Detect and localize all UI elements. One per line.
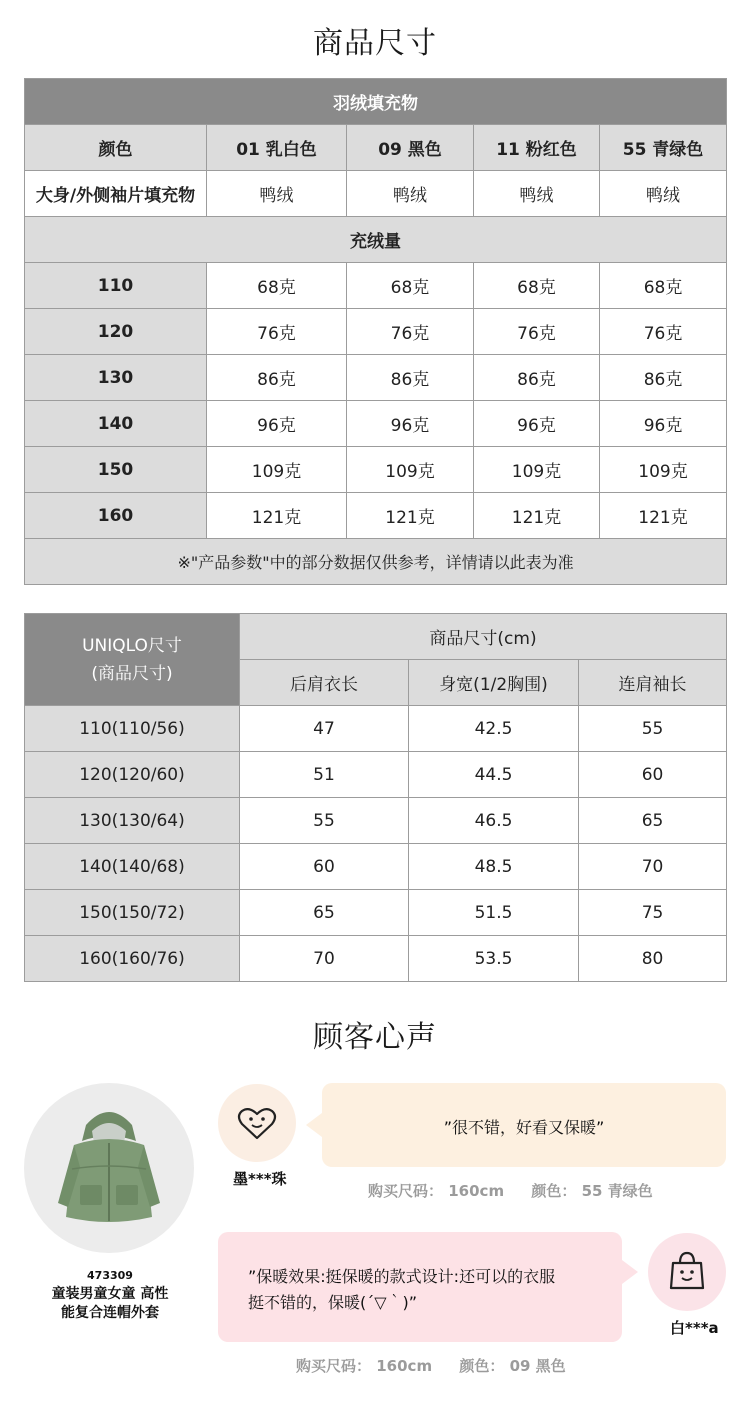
fill-label: 大身/外侧袖片填充物 (25, 171, 207, 217)
amount-cell: 109克 (600, 447, 727, 493)
purchase-color-value: 55 青绿色 (581, 1182, 653, 1200)
reviewer-avatar (218, 1084, 296, 1162)
fill-value: 鸭绒 (474, 171, 600, 217)
review-text-line2: 挺不错的，保暖(´▽｀)” (248, 1293, 418, 1312)
size-cell: 140(140/68) (25, 844, 240, 890)
amount-cell: 76克 (347, 309, 474, 355)
table-note: ※"产品参数"中的部分数据仅供参考，详情请以此表为准 (25, 539, 727, 585)
review-bubble (218, 1232, 622, 1342)
amount-cell: 86克 (347, 355, 474, 401)
purchase-size-label: 购买尺码： (296, 1357, 372, 1375)
page-title-size: 商品尺寸 (313, 26, 437, 61)
reviewer-name: 白***a (670, 1319, 719, 1337)
size-cell: 120 (25, 309, 207, 355)
measure-cell: 60 (579, 752, 727, 798)
measure-cell: 51.5 (409, 890, 579, 936)
measure-cell: 75 (579, 890, 727, 936)
column-header: 连肩袖长 (579, 660, 727, 706)
review-text: ”很不错，好看又保暖” (443, 1118, 605, 1137)
fill-value: 鸭绒 (207, 171, 347, 217)
measure-cell: 60 (240, 844, 409, 890)
down-fill-table (24, 78, 727, 585)
amount-cell: 96克 (347, 401, 474, 447)
amount-cell: 121克 (207, 493, 347, 539)
measure-cell: 70 (240, 936, 409, 982)
measure-cell: 70 (579, 844, 727, 890)
amount-cell: 109克 (347, 447, 474, 493)
product-caption (20, 1266, 200, 1323)
purchase-color-label: 颜色： (531, 1182, 577, 1200)
amount-cell: 121克 (474, 493, 600, 539)
table-row (25, 263, 727, 309)
product-sku: 473309 (87, 1269, 133, 1282)
brand-header-line1: UNIQLO尺寸 (82, 635, 182, 656)
size-cell: 160 (25, 493, 207, 539)
purchase-info (296, 1355, 566, 1376)
size-cell: 110(110/56) (25, 706, 240, 752)
size-cell: 160(160/76) (25, 936, 240, 982)
measure-cell: 42.5 (409, 706, 579, 752)
color-header: 09 黑色 (347, 125, 474, 171)
color-header: 01 乳白色 (207, 125, 347, 171)
amount-cell: 121克 (600, 493, 727, 539)
product-name-line1: 童装男童女童 高性 (51, 1286, 169, 1302)
product-image[interactable] (24, 1083, 194, 1253)
fill-value: 鸭绒 (600, 171, 727, 217)
amount-cell: 68克 (600, 263, 727, 309)
color-header: 55 青绿色 (600, 125, 727, 171)
measure-cell: 55 (240, 798, 409, 844)
measure-cell: 46.5 (409, 798, 579, 844)
amount-cell: 109克 (474, 447, 600, 493)
purchase-size-value: 160cm (448, 1182, 505, 1200)
measure-cell: 51 (240, 752, 409, 798)
table-row (25, 798, 727, 844)
page-title-reviews: 顾客心声 (313, 1020, 437, 1055)
shopping-bag-face-icon (648, 1233, 726, 1311)
amount-cell: 96克 (474, 401, 600, 447)
product-name-line2: 能复合连帽外套 (61, 1305, 159, 1321)
amount-cell: 109克 (207, 447, 347, 493)
measure-cell: 44.5 (409, 752, 579, 798)
review-text (248, 1264, 555, 1316)
amount-cell: 86克 (474, 355, 600, 401)
size-cell: 130(130/64) (25, 798, 240, 844)
review-text-line1: ”保暖效果:挺保暖的款式设计:还可以的衣服 (248, 1267, 556, 1286)
amount-cell: 68克 (347, 263, 474, 309)
measure-cell: 48.5 (409, 844, 579, 890)
purchase-color-label: 颜色： (459, 1357, 505, 1375)
size-cell: 120(120/60) (25, 752, 240, 798)
purchase-color-value: 09 黑色 (509, 1357, 566, 1375)
table-row (25, 706, 727, 752)
size-cell: 140 (25, 401, 207, 447)
purchase-size-label: 购买尺码： (368, 1182, 444, 1200)
size-cell: 150 (25, 447, 207, 493)
size-cell: 130 (25, 355, 207, 401)
purchase-info (368, 1180, 653, 1201)
reviewer-name: 墨***珠 (233, 1170, 287, 1188)
table-row (25, 355, 727, 401)
measure-cell: 53.5 (409, 936, 579, 982)
table-row (25, 752, 727, 798)
table-row (25, 936, 727, 982)
table-row (25, 447, 727, 493)
size-cell: 150(150/72) (25, 890, 240, 936)
review-bubble (322, 1083, 726, 1167)
measure-cell: 47 (240, 706, 409, 752)
column-header: 后肩衣长 (240, 660, 409, 706)
amount-cell: 121克 (347, 493, 474, 539)
measure-cell: 65 (579, 798, 727, 844)
table-row (25, 890, 727, 936)
fill-value: 鸭绒 (347, 171, 474, 217)
color-header: 11 粉红色 (474, 125, 600, 171)
size-table (24, 613, 727, 982)
measure-cell: 55 (579, 706, 727, 752)
amount-cell: 96克 (207, 401, 347, 447)
color-label: 颜色 (25, 125, 207, 171)
amount-cell: 86克 (600, 355, 727, 401)
amount-cell: 68克 (474, 263, 600, 309)
purchase-size-value: 160cm (376, 1357, 433, 1375)
table-row (25, 493, 727, 539)
size-cell: 110 (25, 263, 207, 309)
amount-cell: 68克 (207, 263, 347, 309)
measure-cell: 65 (240, 890, 409, 936)
reviewer-avatar (648, 1233, 726, 1311)
amount-cell: 96克 (600, 401, 727, 447)
table-row (25, 309, 727, 355)
table-row (25, 401, 727, 447)
amount-cell: 86克 (207, 355, 347, 401)
measure-cell: 80 (579, 936, 727, 982)
size-table-brand-header (25, 614, 240, 706)
brand-header-line2: (商品尺寸) (91, 663, 173, 684)
hooded-jacket-image (24, 1083, 194, 1253)
column-header: 身宽(1/2胸围) (409, 660, 579, 706)
amount-cell: 76克 (600, 309, 727, 355)
amount-cell: 76克 (474, 309, 600, 355)
fill-amount-header: 充绒量 (25, 217, 727, 263)
table-row (25, 844, 727, 890)
down-fill-header: 羽绒填充物 (25, 79, 727, 125)
amount-cell: 76克 (207, 309, 347, 355)
size-group-header: 商品尺寸(cm) (240, 614, 727, 660)
heart-face-icon (218, 1084, 296, 1162)
